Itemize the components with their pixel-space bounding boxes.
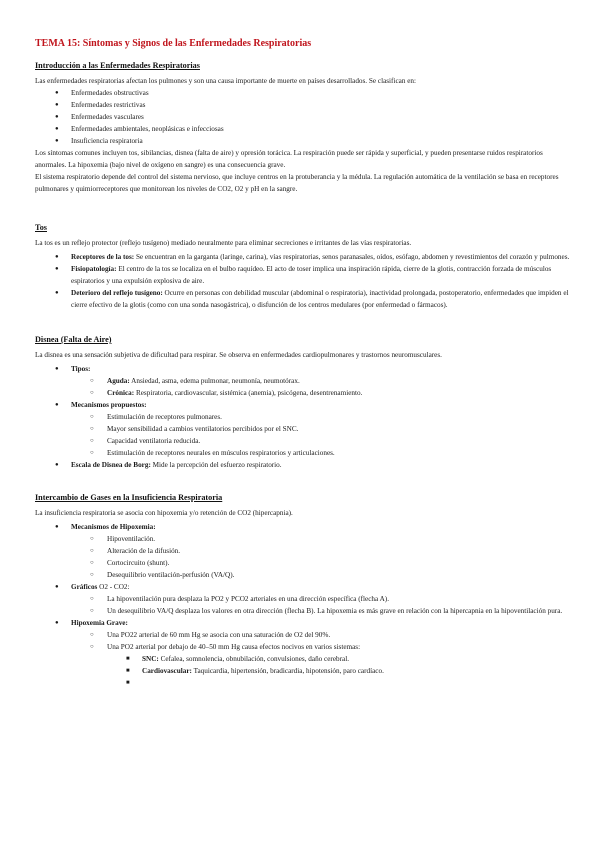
- list-item: [35, 263, 570, 287]
- term: Mecanismos propuestos:: [71, 401, 147, 409]
- disnea-tipos-list: [35, 375, 570, 399]
- term: Hipoxemia Grave:: [71, 619, 128, 627]
- definition: Ansiedad, asma, edema pulmonar, neumonía, neumotórax.: [129, 377, 300, 385]
- term: Mecanismos de Hipoxemia:: [71, 523, 156, 531]
- term: Aguda:: [107, 377, 130, 385]
- intro-heading: Introducción a las Enfermedades Respiratorias: [35, 61, 200, 70]
- intro-classification-list: [35, 87, 570, 147]
- list-item: ○ Estimulación de receptores neurales en músculos respiratorios y articulaciones.: [35, 447, 570, 459]
- list-item: [35, 677, 570, 689]
- hipoxemia-mecanismos-list: [35, 533, 570, 581]
- list-item: [35, 251, 570, 263]
- list-item: [35, 653, 570, 665]
- list-item: [35, 665, 570, 677]
- gases-paragraph: La insuficiencia respiratoria se asocia con hipoxemia y/o retención de CO2 (hipercapnia).: [35, 509, 293, 517]
- list-item: [35, 581, 570, 617]
- definition: Se encuentran en la garganta (laringe, carina), vías respiratorias, senos paranasales, oídos, esófago, abdomen y revestimientos del corazón y pulmones.: [134, 253, 570, 261]
- term: Escala de Disnea de Borg:: [71, 461, 151, 469]
- list-item: ○ Capacidad ventilatoria reducida.: [35, 435, 570, 447]
- definition: Cefalea, somnolencia, obnubilación, convulsiones, daño cerebral.: [158, 655, 349, 663]
- term: Cardiovascular:: [142, 667, 192, 675]
- list-item: ● Enfermedades vasculares: [35, 111, 570, 123]
- list-item: ○ Un desequilibrio VA/Q desplaza los valores en otra dirección (flecha B). La hipoxemia es más grave en relación con la hipercapnia en la hipoventilación pura.: [35, 605, 570, 617]
- list-item: ○ Hipoventilación.: [35, 533, 570, 545]
- definition: Mide la percepción del esfuerzo respiratorio.: [150, 461, 282, 469]
- definition: Una PO2 arterial por debajo de 40–50 mm Hg causa efectos nocivos en varios sistemas:: [107, 643, 361, 651]
- term: Tipos:: [71, 365, 91, 373]
- list-item: ○ La hipoventilación pura desplaza la PO2 y PCO2 arteriales en una dirección específica (flecha A).: [35, 593, 570, 605]
- list-item: [35, 387, 570, 399]
- list-item: [35, 459, 570, 471]
- definition: Taquicardia, hipertensión, bradicardia, hipotensión, paro cardíaco.: [191, 667, 384, 675]
- list-item: [35, 617, 570, 689]
- disnea-list: [35, 363, 570, 471]
- term: Receptores de la tos:: [71, 253, 135, 261]
- term: Deterioro del reflejo tusígeno:: [71, 289, 163, 297]
- section-intro: [35, 61, 570, 195]
- list-item: [35, 521, 570, 581]
- intro-paragraph-2: Los síntomas comunes incluyen tos, sibilancias, disnea (falta de aire) y opresión torácica. La respiración puede ser rápida y superficial, y pueden presentarse ruidos respiratorios anormales. La hipoxemia (bajo nivel de oxígeno en sangre) es una consecuencia grave.: [35, 149, 543, 169]
- definition: El centro de la tos se localiza en el bulbo raquídeo. El acto de toser implica una inspiración rápida, cierre de la glotis, contracción forzada de músculos espiratorios y una expulsión explosiva de aire.: [71, 265, 552, 285]
- list-item: ● Enfermedades obstructivas: [35, 87, 570, 99]
- definition: Ocurre en personas con debilidad muscular (abdominal o respiratoria), inactividad prolongada, postoperatorio, enfermedades que impiden el cierre efectivo de la glotis (como con una sonda nasogástrica), o disfunción de los centros medulares (por enfermedad o fármacos).: [71, 289, 569, 309]
- definition: O2 - CO2:: [97, 583, 130, 591]
- tos-list: [35, 251, 570, 311]
- list-item: ● Enfermedades ambientales, neoplásicas e infecciosas: [35, 123, 570, 135]
- list-item: ● Enfermedades restrictivas: [35, 99, 570, 111]
- list-item: ○ Cortocircuito (shunt).: [35, 557, 570, 569]
- tos-heading: Tos: [35, 223, 47, 232]
- tos-paragraph: La tos es un reflejo protector (reflejo tusígeno) mediado neuralmente para eliminar secreciones e irritantes de las vías respiratorias.: [35, 239, 412, 247]
- list-item: [35, 641, 570, 689]
- list-item: ○ Mayor sensibilidad a cambios ventilatorios percibidos por el SNC.: [35, 423, 570, 435]
- disnea-mecanismos-list: [35, 411, 570, 459]
- intro-paragraph-1: Las enfermedades respiratorias afectan los pulmones y son una causa importante de muerte en países desarrollados. Se clasifican en:: [35, 77, 416, 85]
- list-item: ○ Alteración de la difusión.: [35, 545, 570, 557]
- hipoxemia-grave-list: [35, 629, 570, 689]
- section-tos: [35, 223, 570, 311]
- term: Crónica:: [107, 389, 135, 397]
- document-title: TEMA 15: Síntomas y Signos de las Enfermedades Respiratorias: [35, 38, 312, 49]
- list-item: ○ Estimulación de receptores pulmonares.: [35, 411, 570, 423]
- term: Gráficos: [71, 583, 98, 591]
- list-item: [35, 375, 570, 387]
- list-item: [35, 399, 570, 459]
- efectos-list: [35, 653, 570, 689]
- list-item: [35, 287, 570, 311]
- intro-paragraph-3: El sistema respiratorio depende del control del sistema nervioso, que incluye centros en la protuberancia y la médula. La regulación automática de la ventilación se basa en receptores pulmonares y quimiorreceptores que monitorean los niveles de CO2, O2 y pH en la sangre.: [35, 173, 559, 193]
- term: SNC:: [142, 655, 159, 663]
- gases-list: [35, 521, 570, 689]
- list-item: ○ Una PO22 arterial de 60 mm Hg se asocia con una saturación de O2 del 90%.: [35, 629, 570, 641]
- disnea-heading: Disnea (Falta de Aire): [35, 335, 112, 344]
- list-item: [35, 363, 570, 399]
- list-item: ● Insuficiencia respiratoria: [35, 135, 570, 147]
- term: Fisiopatología:: [71, 265, 117, 273]
- definition: Respiratoria, cardiovascular, sistémica (anemia), psicógena, desentrenamiento.: [134, 389, 363, 397]
- list-item: ○ Desequilibrio ventilación-perfusión (VA/Q).: [35, 569, 570, 581]
- graficos-list: [35, 593, 570, 617]
- gases-heading: Intercambio de Gases en la Insuficiencia Respiratoria: [35, 493, 223, 502]
- section-gases: [35, 493, 570, 689]
- section-disnea: [35, 335, 570, 471]
- disnea-paragraph: La disnea es una sensación subjetiva de dificultad para respirar. Se observa en enfermedades cardiopulmonares y trastornos neuromusculares.: [35, 351, 442, 359]
